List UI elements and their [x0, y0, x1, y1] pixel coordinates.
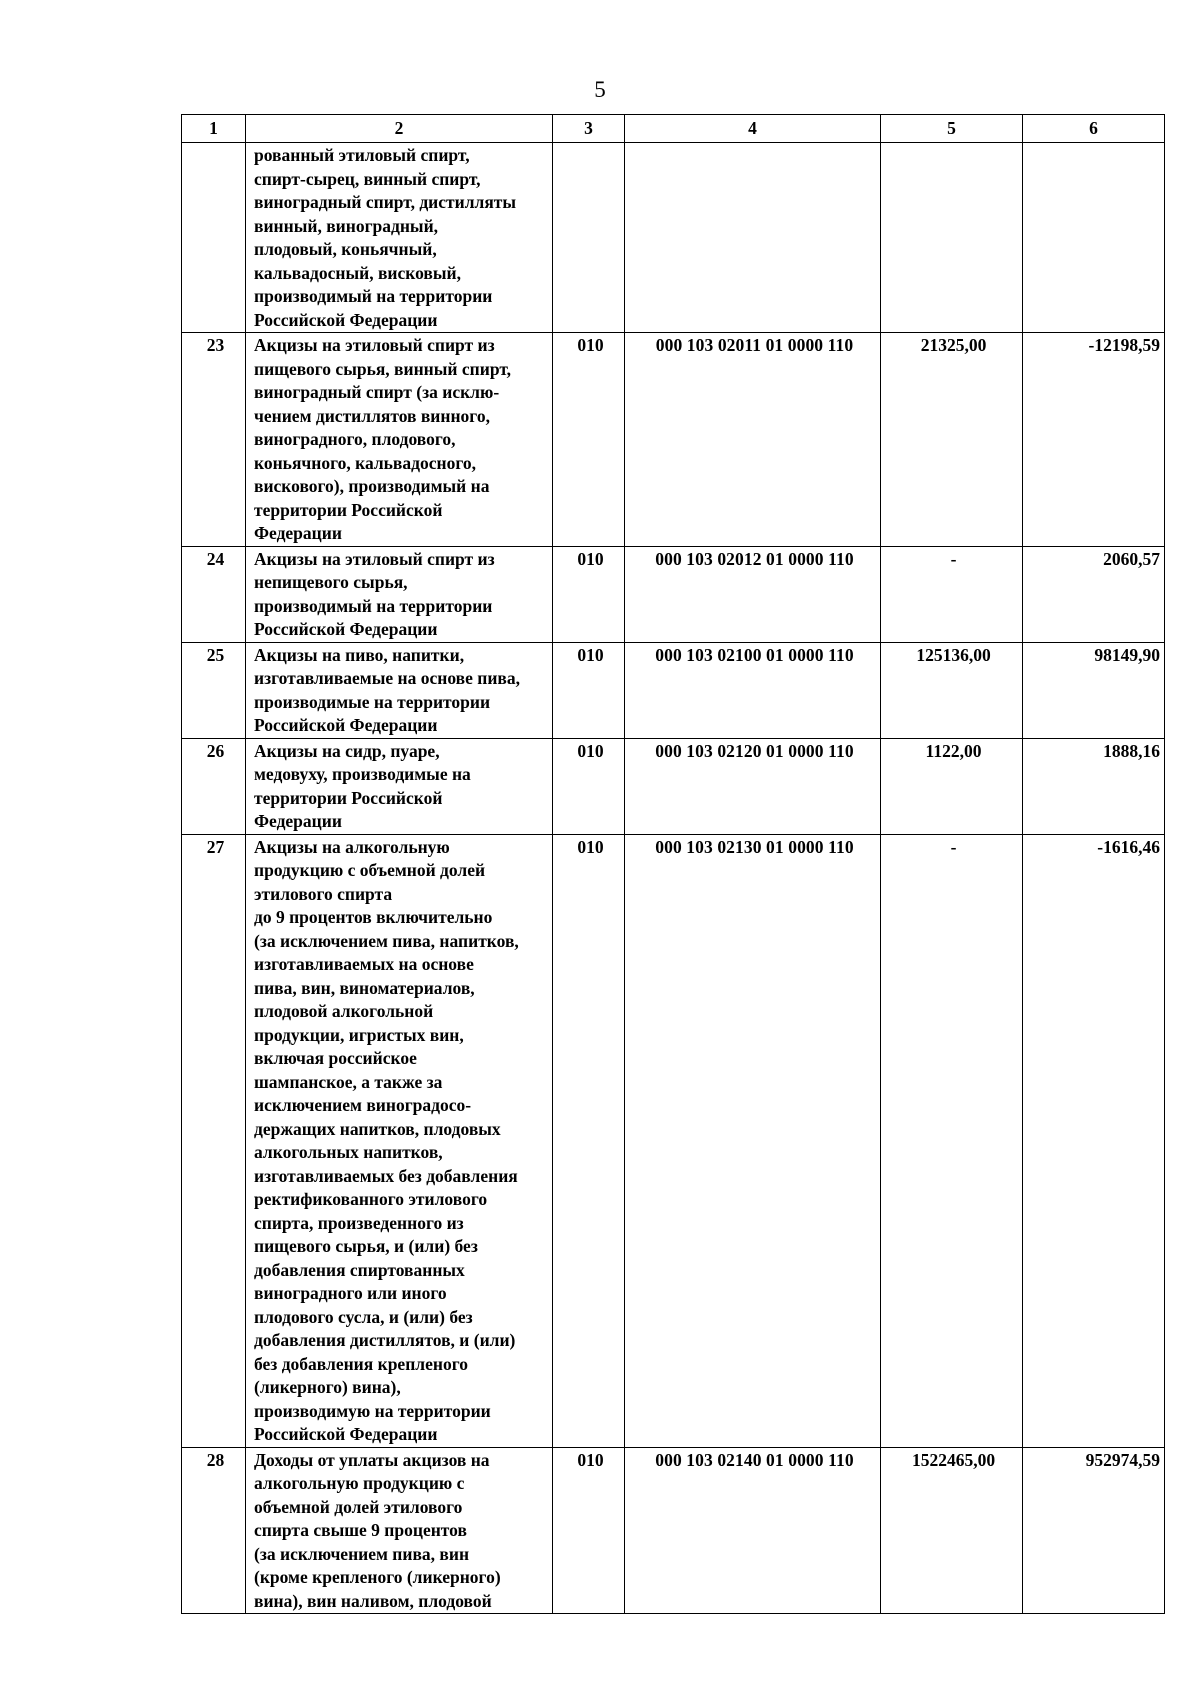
row-number: 26 — [182, 738, 246, 834]
row-plan-value: - — [881, 834, 1023, 1447]
row-description: Акцизы на этиловый спирт из непищевого сырья, производимый на территории Российской Федерации — [246, 546, 553, 642]
row-admin-code: 010 — [553, 1447, 625, 1614]
row-number — [182, 143, 246, 333]
column-header: 4 — [625, 115, 881, 143]
row-admin-code: 010 — [553, 333, 625, 547]
table-header-row — [182, 115, 1165, 143]
table-row — [182, 738, 1165, 834]
column-header: 5 — [881, 115, 1023, 143]
column-header: 3 — [553, 115, 625, 143]
column-header: 1 — [182, 115, 246, 143]
row-description: Акцизы на пиво, напитки, изготавливаемые на основе пива, производимые на территории Российской Федерации — [246, 642, 553, 738]
page-number: 5 — [594, 77, 606, 102]
row-budget-code: 000 103 02140 01 0000 110 — [625, 1447, 881, 1614]
row-admin-code — [553, 143, 625, 333]
row-actual-value: 952974,59 — [1023, 1447, 1165, 1614]
row-admin-code: 010 — [553, 738, 625, 834]
row-actual-value: 98149,90 — [1023, 642, 1165, 738]
row-description: Акцизы на алкогольную продукцию с объемной долей этилового спирта до 9 процентов включительно (за исключением пива, напитков, изготавливаемых на основе пива, вин, виноматериалов, плодовой алкогольной продукции, игристых вин, включая российское шампанское, а также за исключением виноградосо- держащих напитков, плодовых алкогольных напитков, изготавливаемых без добавления ректификованного этилового спирта, произведенного из пищевого сырья, и (или) без добавления спиртованных виноградного или иного плодового сусла, и (или) без добавления дистиллятов, и (или) без добавления крепленого (ликерного) вина), производимую на территории Российской Федерации — [246, 834, 553, 1447]
row-number: 24 — [182, 546, 246, 642]
row-admin-code: 010 — [553, 834, 625, 1447]
row-plan-value: 21325,00 — [881, 333, 1023, 547]
row-number: 25 — [182, 642, 246, 738]
table-row — [182, 642, 1165, 738]
row-actual-value: -12198,59 — [1023, 333, 1165, 547]
row-plan-value: 1522465,00 — [881, 1447, 1023, 1614]
row-budget-code: 000 103 02011 01 0000 110 — [625, 333, 881, 547]
table-row — [182, 546, 1165, 642]
row-plan-value: 1122,00 — [881, 738, 1023, 834]
row-description: рованный этиловый спирт, спирт-сырец, винный спирт, виноградный спирт, дистилляты винный, виноградный, плодовый, коньячный, кальвадосный, висковый, производимый на территории Российской Федерации — [246, 143, 553, 333]
row-plan-value — [881, 143, 1023, 333]
row-admin-code: 010 — [553, 642, 625, 738]
table-row — [182, 143, 1165, 333]
row-actual-value: 2060,57 — [1023, 546, 1165, 642]
column-header: 6 — [1023, 115, 1165, 143]
row-actual-value — [1023, 143, 1165, 333]
revenue-table — [181, 114, 1165, 1614]
table-row — [182, 333, 1165, 547]
row-number: 27 — [182, 834, 246, 1447]
row-actual-value: -1616,46 — [1023, 834, 1165, 1447]
row-budget-code: 000 103 02100 01 0000 110 — [625, 642, 881, 738]
row-description: Акцизы на сидр, пуаре, медовуху, производимые на территории Российской Федерации — [246, 738, 553, 834]
row-budget-code: 000 103 02120 01 0000 110 — [625, 738, 881, 834]
row-plan-value: - — [881, 546, 1023, 642]
row-number: 23 — [182, 333, 246, 547]
row-budget-code: 000 103 02130 01 0000 110 — [625, 834, 881, 1447]
row-plan-value: 125136,00 — [881, 642, 1023, 738]
row-description: Акцизы на этиловый спирт из пищевого сырья, винный спирт, виноградный спирт (за исклю- чением дистиллятов винного, виноградного, плодового, коньячного, кальвадосного, вискового), производимый на территории Российской Федерации — [246, 333, 553, 547]
row-description: Доходы от уплаты акцизов на алкогольную продукцию с объемной долей этилового спирта свыше 9 процентов (за исключением пива, вин (кроме крепленого (ликерного) вина), вин наливом, плодовой — [246, 1447, 553, 1614]
column-header: 2 — [246, 115, 553, 143]
row-actual-value: 1888,16 — [1023, 738, 1165, 834]
row-budget-code: 000 103 02012 01 0000 110 — [625, 546, 881, 642]
row-number: 28 — [182, 1447, 246, 1614]
table-row — [182, 834, 1165, 1447]
table-row — [182, 1447, 1165, 1614]
row-budget-code — [625, 143, 881, 333]
row-admin-code: 010 — [553, 546, 625, 642]
